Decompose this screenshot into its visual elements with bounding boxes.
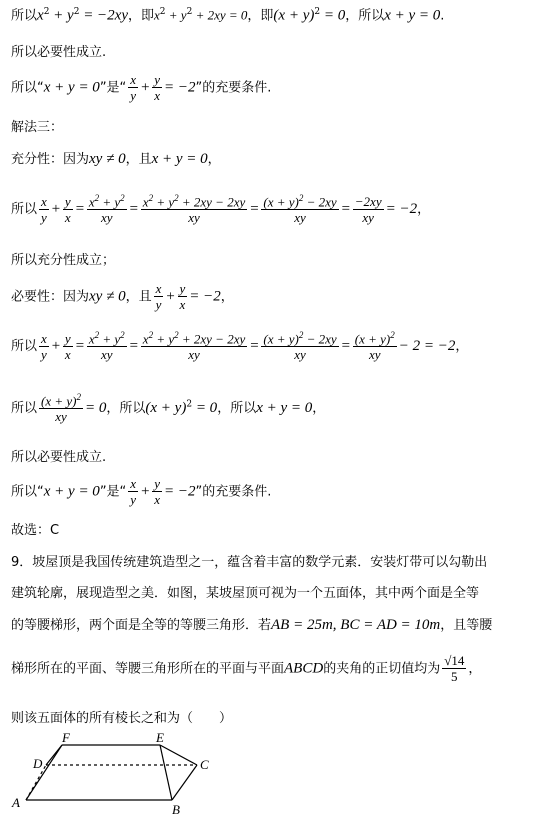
line-10: 所以 $\frac{(x + y)^2}{xy}$ = 0，所以$(x + y)^2 = 0$，所以x + y = 0， [11, 392, 326, 425]
line-1: 所以$x^2 + y^2 = -2xy$，即$x^2 + y^2 + 2xy = 0$，即$(x + y)^2 = 0$，所以x + y = 0. [11, 7, 445, 24]
line-13: 故选：C [11, 523, 60, 538]
label-c: C [200, 757, 209, 772]
label-b: B [172, 802, 180, 817]
q9-line-4: 梯形所在的平面、等腰三角形所在的平面与平面ABCD的夹角的正切值均为 $\frac{√14}{5}$ ， [11, 653, 482, 684]
line-6: 所以 $\frac{x}{y}$ + $\frac{y}{x}$ = $\frac{x^2 + y^2}{xy}$ = $\frac{x^2 + y^2 + 2xy - 2xy}{xy}$ = $\frac{(x + y)^2 - 2xy}{xy}$ = $\frac{-2xy}{xy}$ = −2， [11, 193, 431, 226]
line-2: 所以必要性成立. [11, 45, 107, 60]
q9-line-3: 的等腰梯形，两个面是全等的等腰三角形．若AB = 25m, BC = AD = 10m，且等腰 [11, 617, 493, 633]
line-7: 所以充分性成立； [11, 253, 116, 268]
line-4: 解法三： [11, 120, 64, 135]
line-3: 所以“x + y = 0”是“ $\frac{x}{y}$ + $\frac{y}{x}$ = −2”的充要条件. [11, 72, 272, 103]
edge-af [26, 745, 62, 800]
q9-line-1: 9．坡屋顶是我国传统建筑造型之一，蕴含着丰富的数学元素．安装灯带可以勾勒出 [11, 555, 488, 570]
q9-line-5: 则该五面体的所有棱长之和为（ ） [11, 711, 233, 726]
label-e: E [156, 730, 164, 745]
label-d: D [33, 756, 43, 771]
edge-be [160, 745, 172, 800]
edge-ec [160, 745, 197, 765]
line-9: 所以 $\frac{x}{y}$ + $\frac{y}{x}$ = $\frac{x^2 + y^2}{xy}$ = $\frac{x^2 + y^2 + 2xy - 2xy}{xy}$ = $\frac{(x + y)^2 - 2xy}{xy}$ = $\frac{(x + y)^2}{xy}$ − 2 = −2， [11, 330, 469, 363]
label-f: F [62, 730, 70, 745]
line-11: 所以必要性成立. [11, 450, 107, 465]
edge-bc [172, 765, 197, 800]
label-a: A [12, 795, 20, 810]
line-12: 所以“x + y = 0”是“ $\frac{x}{y}$ + $\frac{y}{x}$ = −2”的充要条件. [11, 476, 272, 507]
edge-fd [46, 745, 62, 765]
line-8: 必要性：因为xy ≠ 0，且 $\frac{x}{y}$ + $\frac{y}{x}$ = −2， [11, 281, 234, 312]
q9-line-2: 建筑轮廓，展现造型之美．如图，某坡屋顶可视为一个五面体，其中两个面是全等 [11, 586, 480, 601]
line-5: 充分性：因为xy ≠ 0，且x + y = 0， [11, 151, 221, 167]
